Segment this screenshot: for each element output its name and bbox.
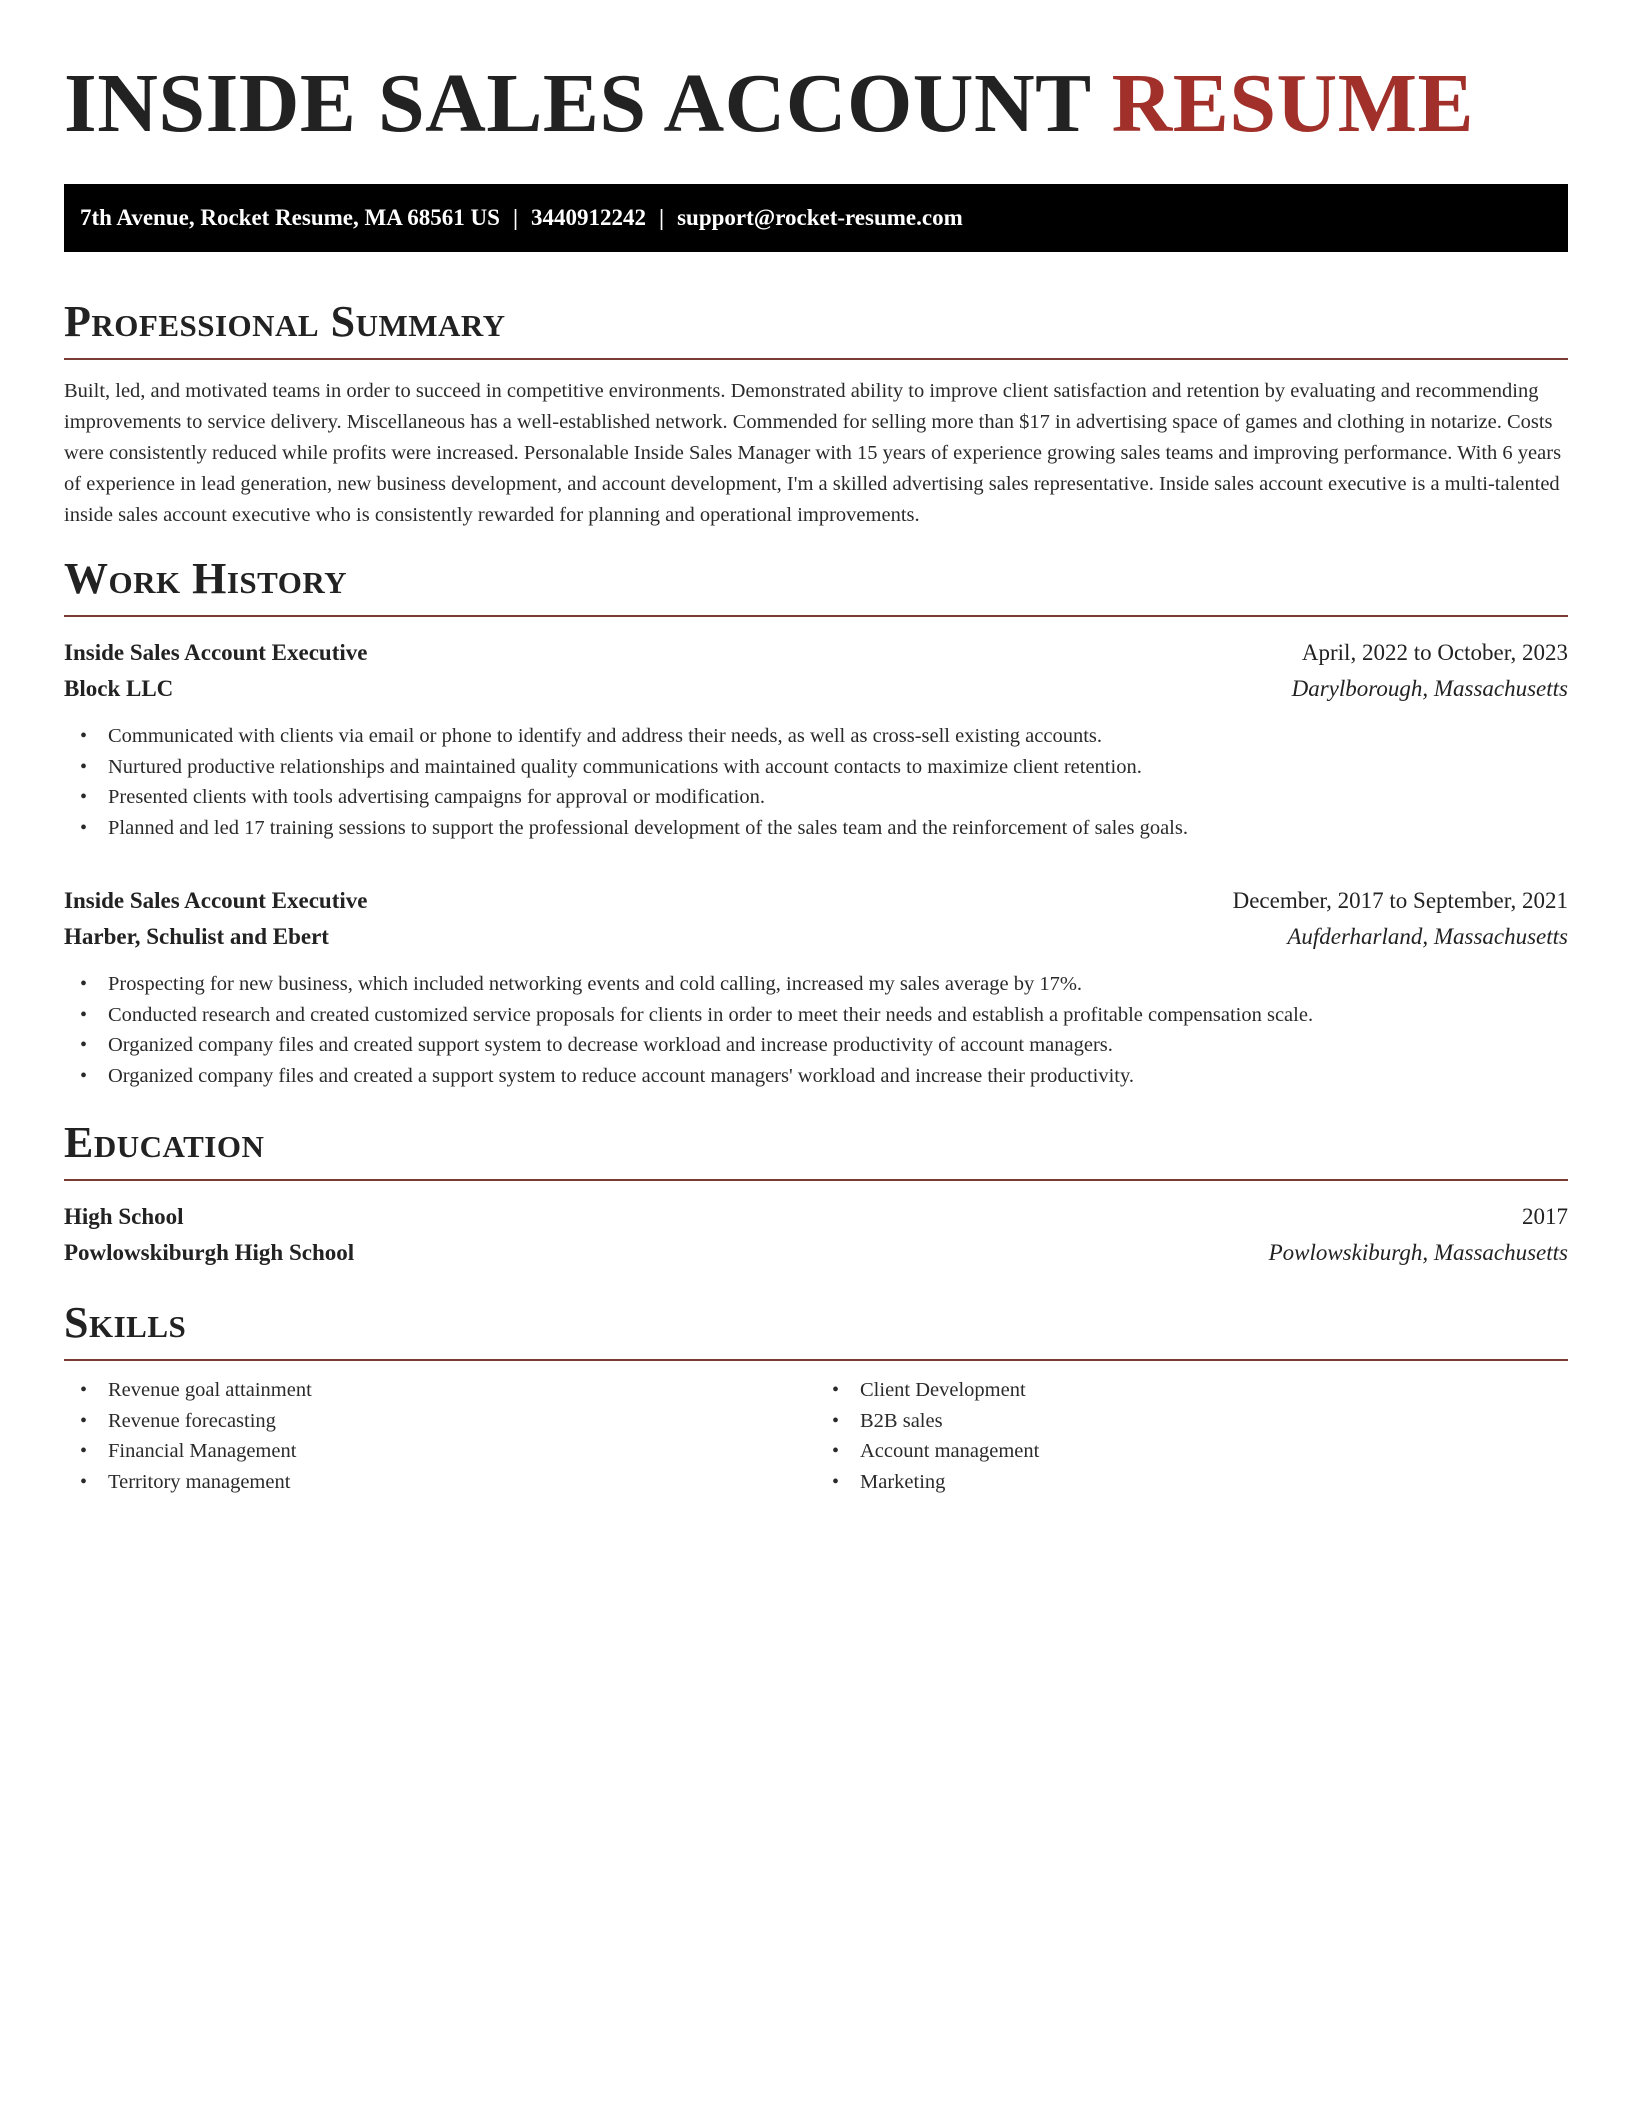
section-divider [64, 358, 1568, 360]
section-heading-education: Education [64, 1118, 265, 1167]
list-item [64, 969, 1568, 1000]
job-bullet-text: Organized company files and created support system to decrease workload and increase productivity of account managers. [108, 1034, 1113, 1056]
bullet-icon: • [80, 786, 88, 808]
list-item [816, 1436, 1568, 1467]
education-year: 2017 [1522, 1204, 1568, 1229]
education-school-row [64, 1235, 1568, 1271]
education-section [64, 1117, 1568, 1271]
job-company-row [64, 671, 1568, 707]
list-item [64, 1467, 816, 1498]
education-location: Powlowskiburgh, Massachusetts [1268, 1240, 1568, 1265]
bullet-icon: • [80, 973, 88, 995]
section-divider [64, 1179, 1568, 1181]
resume-title [64, 56, 1568, 152]
job-bullet-text: Organized company files and created a support system to reduce account managers' workload and increase their productivity. [108, 1064, 1135, 1087]
bullet-icon: • [80, 816, 88, 839]
job-entry [64, 883, 1568, 1091]
list-item [64, 1375, 816, 1406]
job-bullet-list [64, 969, 1568, 1091]
bullet-icon: • [80, 1409, 88, 1432]
job-location: Aufderharland, Massachusetts [1287, 924, 1568, 949]
bullet-icon: • [80, 1003, 88, 1026]
list-item [64, 1030, 1568, 1061]
job-title: Inside Sales Account Executive [64, 888, 368, 913]
section-heading-skills: Skills [64, 1298, 187, 1347]
bullet-icon: • [80, 1034, 88, 1056]
list-item [64, 1436, 816, 1467]
section-heading-summary: Professional Summary [64, 297, 506, 346]
job-title: Inside Sales Account Executive [64, 640, 368, 665]
section-divider [64, 615, 1568, 617]
list-item [64, 1061, 1568, 1092]
education-entry [64, 1199, 1568, 1271]
job-company: Block LLC [64, 676, 174, 701]
skills-column-right [816, 1375, 1568, 1497]
title-main: INSIDE SALES ACCOUNT [64, 57, 1091, 150]
job-bullet-text: Prospecting for new business, which included networking events and cold calling, increased my sales average by 17%. [108, 973, 1083, 995]
job-company: Harber, Schulist and Ebert [64, 924, 329, 949]
summary-text: Built, led, and motivated teams in order to succeed in competitive environments. Demonstrated ability to improve client satisfaction and retention by evaluating and recommending improvements to service delivery. Miscellaneous has a well-established network. Commended for selling more than $17 in advertising space of games and clothing in notarize. Costs were consistently reduced while profits were increased. Personalable Inside Sales Manager with 15 years of experience growing sales teams and improving performance. With 6 years of experience in lead generation, new business development, and account development, I'm a skilled advertising sales representative. Inside sales account executive is a multi-talented inside sales account executive who is consistently rewarded for planning and operational improvements. [64, 380, 1562, 526]
list-item [816, 1406, 1568, 1437]
job-bullet-text: Communicated with clients via email or phone to identify and address their needs, as well as cross-sell existing accounts. [108, 725, 1102, 747]
skill-text: Financial Management [108, 1440, 297, 1462]
contact-phone: 3440912242 [531, 205, 647, 230]
contact-address: 7th Avenue, Rocket Resume, MA 68561 US [80, 205, 500, 230]
education-degree: High School [64, 1204, 184, 1229]
job-bullet-list [64, 721, 1568, 843]
skill-text: Territory management [108, 1470, 291, 1493]
bullet-icon: • [832, 1440, 840, 1462]
bullet-icon: • [80, 725, 88, 747]
skills-section [64, 1297, 1568, 1497]
job-bullet-text: Planned and led 17 training sessions to support the professional development of the sales team and the reinforcement of sales goals. [108, 816, 1188, 839]
list-item [64, 782, 1568, 813]
skill-text: Revenue forecasting [108, 1409, 276, 1432]
skills-column-left [64, 1375, 816, 1497]
title-accent: RESUME [1111, 57, 1475, 150]
bullet-icon: • [80, 1470, 88, 1493]
job-bullet-text: Presented clients with tools advertising campaigns for approval or modification. [108, 786, 765, 808]
section-divider [64, 1359, 1568, 1361]
education-school: Powlowskiburgh High School [64, 1240, 355, 1265]
list-item [816, 1467, 1568, 1498]
job-dates: December, 2017 to September, 2021 [1232, 888, 1568, 913]
summary-section [64, 296, 1568, 531]
contact-separator: | [512, 205, 519, 230]
job-header-row [64, 635, 1568, 671]
bullet-icon: • [80, 1064, 88, 1087]
list-item [64, 752, 1568, 783]
skill-text: Client Development [860, 1379, 1026, 1401]
job-header-row [64, 883, 1568, 919]
skill-text: B2B sales [860, 1409, 943, 1432]
bullet-icon: • [80, 755, 88, 778]
skill-text: Account management [860, 1440, 1040, 1462]
list-item [64, 721, 1568, 752]
job-bullet-text: Conducted research and created customized service proposals for clients in order to meet their needs and establish a profitable compensation scale. [108, 1003, 1314, 1026]
work-history-section [64, 553, 1568, 1091]
skills-grid [64, 1375, 1568, 1497]
job-company-row [64, 919, 1568, 955]
bullet-icon: • [80, 1379, 88, 1401]
skills-list [64, 1375, 816, 1497]
education-header-row [64, 1199, 1568, 1235]
list-item [816, 1375, 1568, 1406]
job-dates: April, 2022 to October, 2023 [1301, 640, 1568, 665]
bullet-icon: • [832, 1470, 840, 1493]
skills-list [816, 1375, 1568, 1497]
bullet-icon: • [832, 1409, 840, 1432]
job-location: Darylborough, Massachusetts [1291, 676, 1568, 701]
list-item [64, 1000, 1568, 1031]
list-item [64, 813, 1568, 844]
contact-separator: | [659, 205, 665, 230]
section-heading-work-history: Work History [64, 554, 348, 603]
job-bullet-text: Nurtured productive relationships and maintained quality communications with account contacts to maximize client retention. [108, 755, 1142, 778]
contact-bar [64, 184, 1568, 252]
job-entry [64, 635, 1568, 843]
bullet-icon: • [80, 1440, 88, 1462]
skill-text: Revenue goal attainment [108, 1379, 312, 1401]
skill-text: Marketing [860, 1470, 946, 1493]
contact-email: support@rocket-resume.com [677, 205, 963, 230]
bullet-icon: • [832, 1379, 840, 1401]
list-item [64, 1406, 816, 1437]
